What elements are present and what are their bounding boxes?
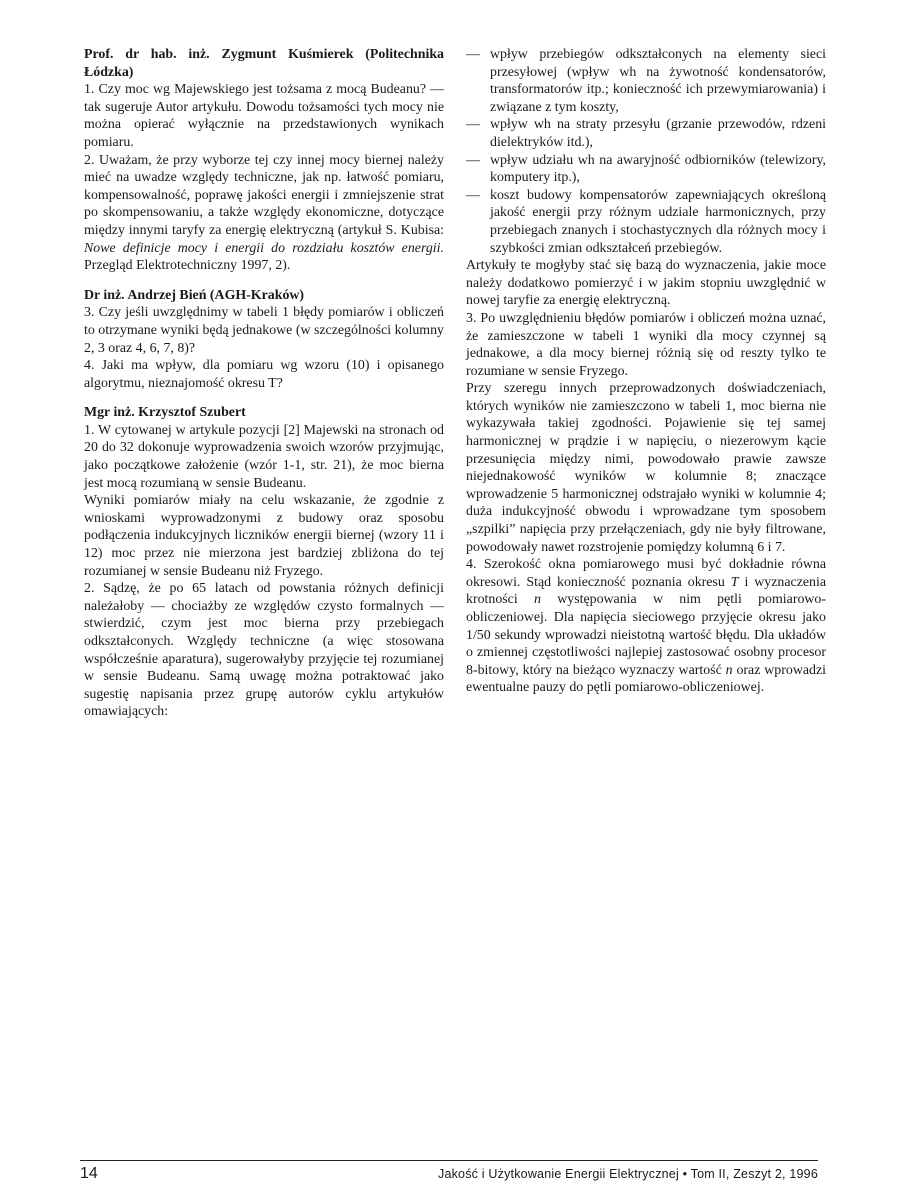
dash-list	[466, 46, 826, 257]
paragraph-text: 4. Szerokość okna pomiarowego musi być dokładnie równa okresowi. Stąd konieczność poznania okresu	[466, 557, 826, 590]
page-number: 14	[80, 1165, 98, 1182]
paragraph: 4. Jaki ma wpływ, dla pomiaru wg wzoru (10) i opisanego algorytmu, nieznajomość okresu T?	[84, 358, 444, 391]
symbol-n: n	[533, 592, 541, 608]
symbol-n: n	[725, 662, 733, 678]
paragraph: 3. Po uwzględnieniu błędów pomiarów i obliczeń można uznać, że zamieszczone w tabeli 1 wyniki dla mocy czynnej są jednakowe, a dla mocy biernej różnią się od reszty tylko te rozumiane w sensie Fryzego.	[466, 310, 826, 379]
author-heading: Prof. dr hab. inż. Zygmunt Kuśmierek (Politechnika Łódzka)	[84, 47, 444, 80]
list-item: — koszt budowy kompensatorów zapewniających określoną jakość energii przy różnym udziale harmonicznych, przy przebiegach znanych i stochastycznych dla różnych mocy i szybkości zmian odkształceń przebiegów.	[466, 187, 826, 257]
right-column	[466, 46, 826, 697]
paragraph: 3. Czy jeśli uwzględnimy w tabeli 1 błędy pomiarów i obliczeń to otrzymane wyniki będą jednakowe (w szczególności kolumny 2, 3 oraz 4, 6, 7, 8)?	[84, 305, 444, 356]
paragraph-with-citation	[84, 152, 444, 275]
paragraph: 1. W cytowanej w artykule pozycji [2] Majewski na stronach od 20 do 32 dokonuje wyprowadzenia swoich wzorów przyjmując, jako początkowe założenie (wzór 1-1, str. 21), że moc bierna jest mocą rozumianą w sensie Budeanu.	[84, 422, 444, 491]
paragraph-text: występowania w nim pętli pomiarowo-obliczeniowej. Dla napięcia sieciowego przyjęcie okresu jako 1/50 sekundy wprowadzi nieistotną wartość błędu. Dla układów o zmiennej częstotliwości najlepiej zastosować osobny procesor 8-bitowy, który na bieżąco wyznaczy wartość	[466, 592, 826, 678]
paragraph: Artykuły te mogłyby stać się bazą do wyznaczenia, jakie moce należy dodatkowo pomierzyć i w jakim stopniu uwzględnić w nowej taryfie za energię elektryczną.	[466, 258, 826, 309]
left-column	[84, 46, 444, 733]
paragraph-text: i wyznaczenia krotności	[466, 574, 826, 608]
paragraph-text: oraz wprowadzi ewentualne pauzy do pętli pomiarowo-obliczeniowej.	[466, 662, 826, 696]
citation-title: Nowe definicje mocy i energii do rozdziału kosztów energii.	[84, 240, 444, 256]
paragraph: 1. Czy moc wg Majewskiego jest tożsama z mocą Budeanu? — tak sugeruje Autor artykułu. Dowodu tożsamości tych mocy nie można opierać wyłącznie na przedstawionych wynikach pomiaru.	[84, 82, 444, 150]
comment-bien	[84, 287, 444, 393]
symbol-T: T	[730, 574, 739, 590]
footer-rule	[80, 1160, 818, 1161]
author-heading: Mgr inż. Krzysztof Szubert	[84, 405, 246, 421]
list-item: — wpływ wh na straty przesyłu (grzanie przewodów, rdzeni dielektryków itd.),	[466, 116, 826, 151]
paragraph: 2. Sądzę, że po 65 latach od powstania różnych definicji należałoby — chociażby ze względów czysto formalnych — stwierdzić, czym jest moc bierna przy przebiegach odkształconych. Względy techniczne (a więc stosowana współcześnie aparatura), sugerowałyby przyjęcie tej rozumianej w sensie Budeanu. Samą uwagę można potraktować jako sugestię napisania przez grupę autorów cyklu artykułów omawiających:	[84, 581, 444, 720]
paragraph: Przy szeregu innych przeprowadzonych doświadczeniach, których wyników nie zamieszczono w tabeli 1, moc bierna nie wykazywała takiej zgodności. Pojawienie się tej samej harmonicznej w prądzie i w napięciu, o niezerowym kącie przesunięcia między nimi, powodowało prawie zawsze niejednakowość wyników w kolumnie 8; znaczące wprowadzenie 5 harmonicznej odstrajało wyniki w kolumnie 4; duża indukcyjność obwodu i wprowadzane tym sposobem „szpilki” napięcia przy przełączeniach, gdy nie były filtrowane, powodowały nawet rozstrojenie pomiędzy kolumną 6 i 7.	[466, 381, 826, 555]
paragraph: Wyniki pomiarów miały na celu wskazanie, że zgodnie z wnioskami wyprowadzonymi z budowy oraz sposobu podłączenia indukcyjnych liczników energii biernej (wzory 11 i 12) moc przez nie mierzona jest bardziej zbliżona do tej rozumianej w sensie Budeanu niż Fryzego.	[84, 493, 444, 579]
author-heading: Dr inż. Andrzej Bień (AGH-Kraków)	[84, 287, 305, 303]
list-item: — wpływ udziału wh na awaryjność odbiorników (telewizory, komputery itp.),	[466, 152, 826, 187]
citation-source: Przegląd Elektrotechniczny 1997, 2).	[84, 258, 291, 274]
reply-szubert	[84, 404, 444, 721]
list-item: — wpływ przebiegów odkształconych na elementy sieci przesyłowej (wpływ wh na żywotność kondensatorów, transformatorów itp.; konieczność ich przewymiarowania) i związane z tym koszty,	[466, 46, 826, 116]
paragraph-text: 2. Uważam, że przy wyborze tej czy innej mocy biernej należy mieć na uwadze względy techniczne, jak np. łatwość pomiaru, kompensowalność, poprawę jakości energii i zmniejszenie strat po skompensowaniu, a także względy ekonomiczne, dotyczące między innymi taryfy za energię elektryczną (artykuł S. Kubisa:	[84, 152, 444, 238]
running-footer: Jakość i Użytkowanie Energii Elektrycznej • Tom II, Zeszyt 2, 1996	[438, 1167, 818, 1181]
paragraph-window-width	[466, 556, 826, 697]
comment-kusmierek	[84, 46, 444, 275]
